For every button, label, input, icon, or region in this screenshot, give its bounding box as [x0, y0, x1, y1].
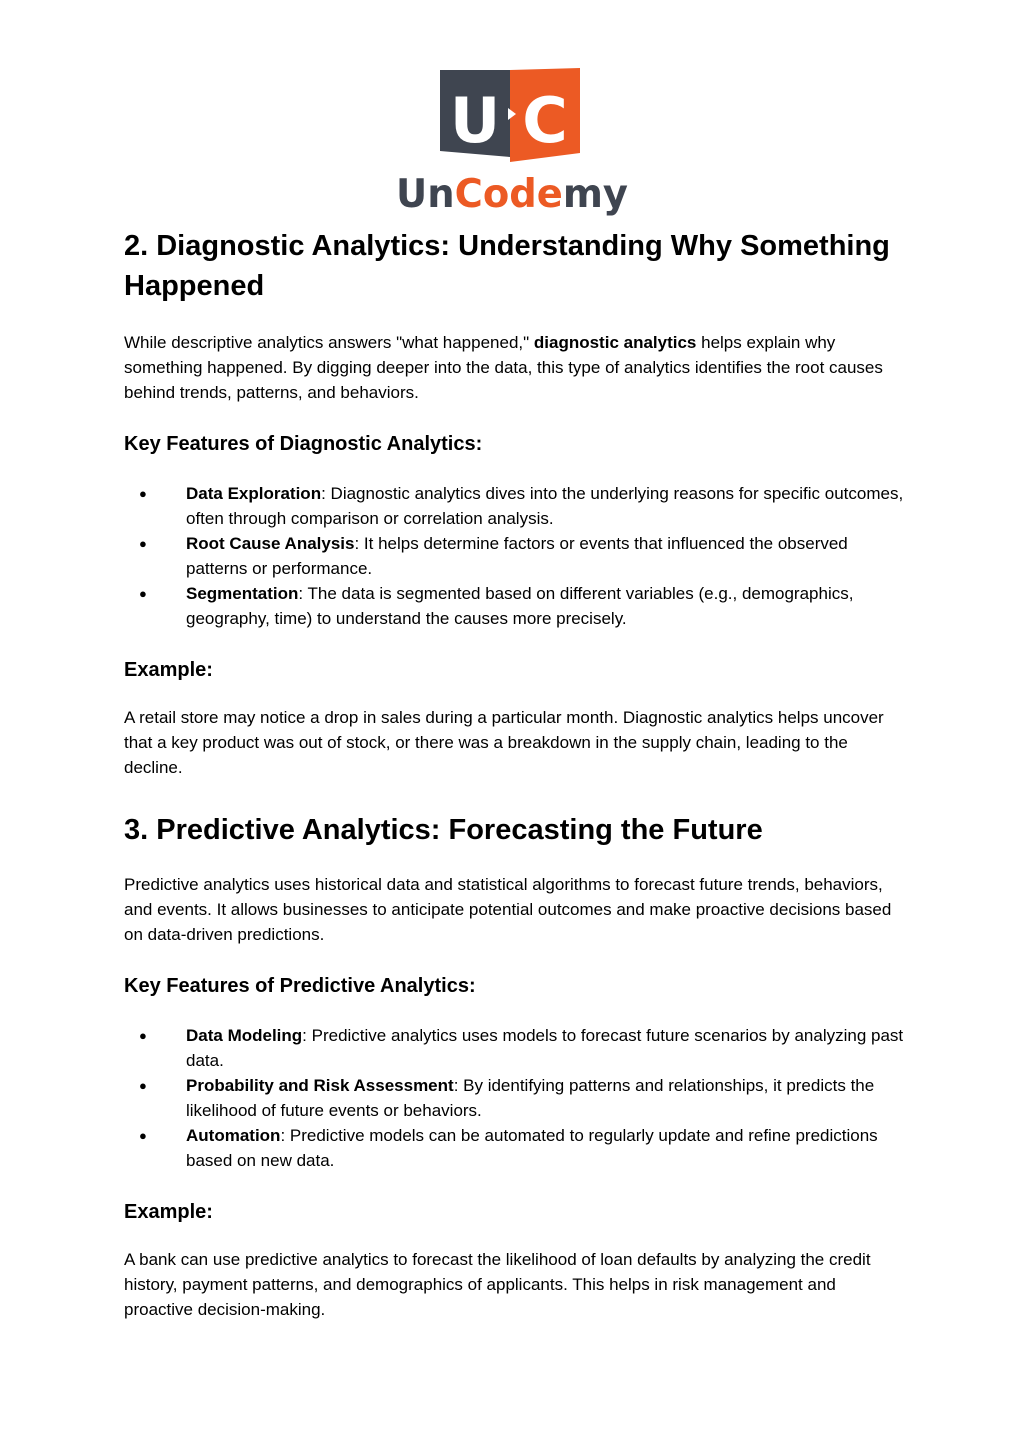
predictive-features-list — [124, 1023, 904, 1173]
feature-text: : Predictive models can be automated to regularly update and refine predictions based on new data. — [186, 1126, 878, 1170]
logo-word-my: my — [562, 172, 629, 217]
feature-text: : The data is segmented based on different variables (e.g., demographics, geography, time) to understand the causes more precisely. — [186, 584, 854, 628]
logo-wordmark — [396, 172, 628, 217]
diagnostic-intro — [124, 330, 904, 405]
diagnostic-example-heading: Example: — [124, 659, 213, 681]
diagnostic-heading: 2. Diagnostic Analytics: Understanding Why Something Happened — [124, 230, 890, 302]
logo-word-un: Un — [396, 172, 456, 217]
feature-text: : Diagnostic analytics dives into the underlying reasons for specific outcomes, often through comparison or correlation analysis. — [186, 484, 904, 528]
feature-term: Root Cause Analysis — [186, 534, 355, 553]
diagnostic-features-list — [124, 481, 904, 631]
predictive-heading: 3. Predictive Analytics: Forecasting the Future — [124, 814, 763, 846]
list-item — [124, 1073, 904, 1123]
list-item — [124, 1123, 904, 1173]
predictive-example: A bank can use predictive analytics to forecast the likelihood of loan defaults by analyzing the credit history, payment patterns, and demographics of applicants. This helps in risk management and proactive decision-making. — [124, 1250, 871, 1319]
feature-text: : It helps determine factors or events that influenced the observed patterns or performance. — [186, 534, 848, 578]
logo-word-code: Code — [454, 172, 565, 217]
diagnostic-intro-pre: While descriptive analytics answers "what happened," — [124, 333, 534, 352]
predictive-example-heading: Example: — [124, 1201, 213, 1223]
document-body — [124, 226, 904, 1322]
feature-term: Data Modeling — [186, 1026, 303, 1045]
diagnostic-features-heading: Key Features of Diagnostic Analytics: — [124, 433, 483, 455]
logo-letter-u: U — [449, 84, 501, 157]
predictive-features-heading: Key Features of Predictive Analytics: — [124, 975, 476, 997]
diagnostic-intro-post: helps explain why something happened. By digging deeper into the data, this type of analytics identifies the root causes behind trends, patterns, and behaviors. — [124, 333, 883, 402]
uncodemy-logo — [380, 64, 644, 220]
feature-term: Segmentation — [186, 584, 299, 603]
list-item — [124, 1023, 904, 1073]
diagnostic-intro-bold: diagnostic analytics — [533, 333, 697, 352]
list-item — [124, 481, 904, 531]
feature-term: Data Exploration — [186, 484, 322, 503]
feature-text: : Predictive analytics uses models to forecast future scenarios by analyzing past data. — [186, 1026, 904, 1070]
feature-term: Probability and Risk Assessment — [186, 1076, 454, 1095]
list-item — [124, 581, 904, 631]
list-item — [124, 531, 904, 581]
feature-term: Automation — [186, 1126, 281, 1145]
logo-letter-c: C — [522, 84, 568, 157]
predictive-intro: Predictive analytics uses historical data and statistical algorithms to forecast future trends, behaviors, and events. It allows businesses to anticipate potential outcomes and make proactive decisions based on data-driven predictions. — [124, 875, 892, 944]
feature-text: : By identifying patterns and relationships, it predicts the likelihood of future events or behaviors. — [186, 1076, 875, 1120]
diagnostic-example: A retail store may notice a drop in sales during a particular month. Diagnostic analytics helps uncover that a key product was out of stock, or there was a breakdown in the supply chain, leading to the decline. — [124, 708, 884, 777]
